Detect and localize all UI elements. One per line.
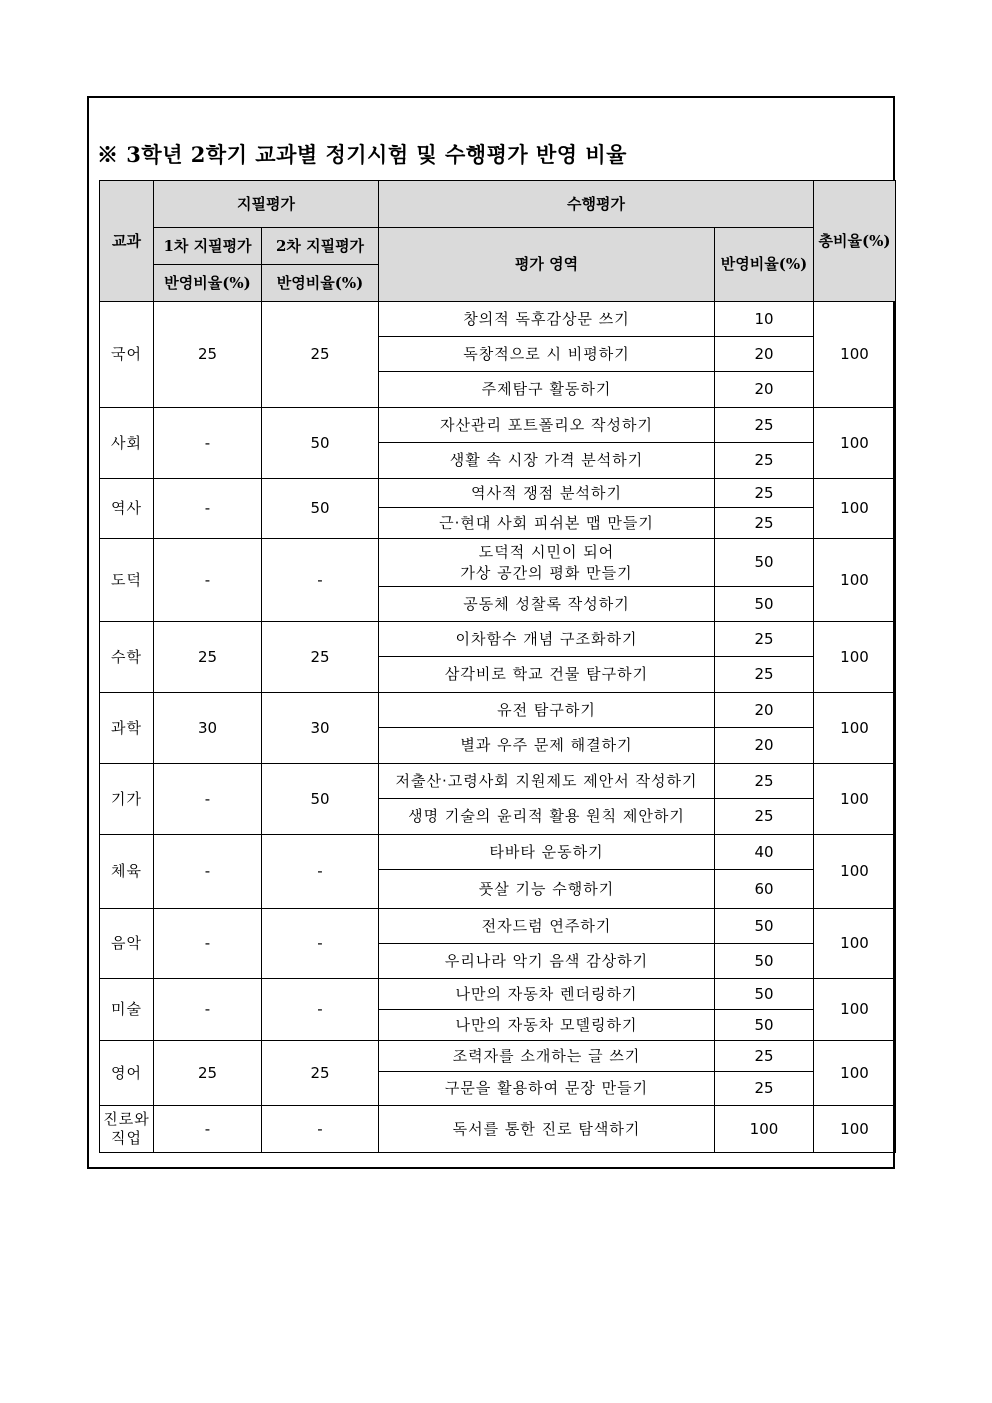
subject-line: 직업 [111,1129,142,1147]
ratio-cell: 25 [715,479,814,508]
area-cell: 독서를 통한 진로 탐색하기 [379,1106,715,1153]
second-exam-cell: - [262,835,379,909]
second-exam-cell: 50 [262,764,379,835]
area-cell: 근·현대 사회 피쉬본 맵 만들기 [379,508,715,539]
ratio-cell: 25 [715,622,814,657]
area-cell: 역사적 쟁점 분석하기 [379,479,715,508]
assessment-ratio-table [99,180,896,1153]
header-first-exam: 1차 지필평가 [154,228,262,265]
ratio-cell: 25 [715,657,814,693]
ratio-cell: 50 [715,979,814,1010]
total-cell: 100 [814,1106,896,1153]
area-cell: 삼각비로 학교 건물 탐구하기 [379,657,715,693]
area-cell: 주제탐구 활동하기 [379,372,715,408]
header-second-exam: 2차 지필평가 [262,228,379,265]
area-cell: 나만의 자동차 모델링하기 [379,1010,715,1041]
area-cell: 이차함수 개념 구조화하기 [379,622,715,657]
first-exam-cell: - [154,909,262,979]
second-exam-cell: 25 [262,1041,379,1106]
table-row [100,539,896,587]
area-cell: 창의적 독후감상문 쓰기 [379,302,715,337]
second-exam-cell: 25 [262,622,379,693]
second-exam-cell: - [262,909,379,979]
total-cell: 100 [814,835,896,909]
first-exam-cell: - [154,979,262,1041]
area-cell: 저출산·고령사회 지원제도 제안서 작성하기 [379,764,715,799]
header-ratio-2: 반영비율(%) [262,265,379,302]
area-cell: 나만의 자동차 렌더링하기 [379,979,715,1010]
header-written: 지필평가 [154,181,379,228]
area-cell: 생활 속 시장 가격 분석하기 [379,443,715,479]
area-cell: 전자드럼 연주하기 [379,909,715,944]
first-exam-cell: 25 [154,622,262,693]
ratio-cell: 50 [715,944,814,979]
area-line: 가상 공간의 평화 만들기 [460,563,633,582]
area-line: 도덕적 시민이 되어 [478,542,615,561]
ratio-cell: 25 [715,764,814,799]
area-cell: 풋살 기능 수행하기 [379,870,715,909]
ratio-cell: 20 [715,728,814,764]
ratio-cell: 60 [715,870,814,909]
total-cell: 100 [814,764,896,835]
ratio-cell: 25 [715,1072,814,1106]
total-cell: 100 [814,539,896,622]
ratio-cell: 50 [715,587,814,622]
ratio-cell: 40 [715,835,814,870]
subject-line: 진로와 [103,1110,150,1128]
area-cell: 독창적으로 시 비평하기 [379,337,715,372]
second-exam-cell: 50 [262,408,379,479]
subject-cell: 과학 [100,693,154,764]
total-cell: 100 [814,622,896,693]
area-cell [379,539,715,587]
table-header [100,181,896,302]
first-exam-cell: 25 [154,302,262,408]
subject-cell: 기가 [100,764,154,835]
total-cell: 100 [814,979,896,1041]
header-perf-ratio: 반영비율(%) [715,228,814,302]
first-exam-cell: - [154,1106,262,1153]
ratio-cell: 25 [715,443,814,479]
area-cell: 유전 탐구하기 [379,693,715,728]
subject-cell: 국어 [100,302,154,408]
subject-cell: 영어 [100,1041,154,1106]
table-row [100,693,896,728]
ratio-cell: 25 [715,408,814,443]
second-exam-cell: 25 [262,302,379,408]
table-row [100,622,896,657]
area-cell: 자산관리 포트폴리오 작성하기 [379,408,715,443]
ratio-cell: 10 [715,302,814,337]
ratio-cell: 20 [715,693,814,728]
second-exam-cell: - [262,1106,379,1153]
subject-cell: 음악 [100,909,154,979]
first-exam-cell: - [154,479,262,539]
table-row [100,764,896,799]
subject-cell: 역사 [100,479,154,539]
ratio-cell: 50 [715,539,814,587]
subject-cell: 도덕 [100,539,154,622]
second-exam-cell: - [262,539,379,622]
header-total: 총비율(%) [814,181,896,302]
subject-cell: 사회 [100,408,154,479]
total-cell: 100 [814,1041,896,1106]
second-exam-cell: 50 [262,479,379,539]
table-row [100,479,896,508]
header-ratio-1: 반영비율(%) [154,265,262,302]
area-cell: 공동체 성찰록 작성하기 [379,587,715,622]
total-cell: 100 [814,479,896,539]
subject-cell: 체육 [100,835,154,909]
first-exam-cell: - [154,408,262,479]
table-body [100,302,896,1153]
total-cell: 100 [814,909,896,979]
area-cell: 구문을 활용하여 문장 만들기 [379,1072,715,1106]
first-exam-cell: 25 [154,1041,262,1106]
area-cell: 별과 우주 문제 해결하기 [379,728,715,764]
subject-cell: 수학 [100,622,154,693]
first-exam-cell: - [154,835,262,909]
ratio-cell: 25 [715,508,814,539]
table-row [100,408,896,443]
first-exam-cell: - [154,539,262,622]
header-performance: 수행평가 [379,181,814,228]
second-exam-cell: - [262,979,379,1041]
total-cell: 100 [814,302,896,408]
header-subject: 교과 [100,181,154,302]
ratio-cell: 20 [715,372,814,408]
table-row [100,909,896,944]
header-area: 평가 영역 [379,228,715,302]
table-row [100,1041,896,1072]
ratio-cell: 25 [715,1041,814,1072]
ratio-cell: 20 [715,337,814,372]
area-cell: 우리나라 악기 음색 감상하기 [379,944,715,979]
table-row [100,835,896,870]
first-exam-cell: - [154,764,262,835]
total-cell: 100 [814,693,896,764]
ratio-cell: 50 [715,909,814,944]
total-cell: 100 [814,408,896,479]
area-cell: 조력자를 소개하는 글 쓰기 [379,1041,715,1072]
ratio-cell: 50 [715,1010,814,1041]
second-exam-cell: 30 [262,693,379,764]
table-row [100,979,896,1010]
table-row [100,1106,896,1153]
ratio-cell: 100 [715,1106,814,1153]
table-row [100,302,896,337]
page-title: ※ 3학년 2학기 교과별 정기시험 및 수행평가 반영 비율 [97,142,627,167]
area-cell: 생명 기술의 윤리적 활용 원칙 제안하기 [379,799,715,835]
subject-cell: 미술 [100,979,154,1041]
subject-cell [100,1106,154,1153]
area-cell: 타바타 운동하기 [379,835,715,870]
ratio-cell: 25 [715,799,814,835]
first-exam-cell: 30 [154,693,262,764]
